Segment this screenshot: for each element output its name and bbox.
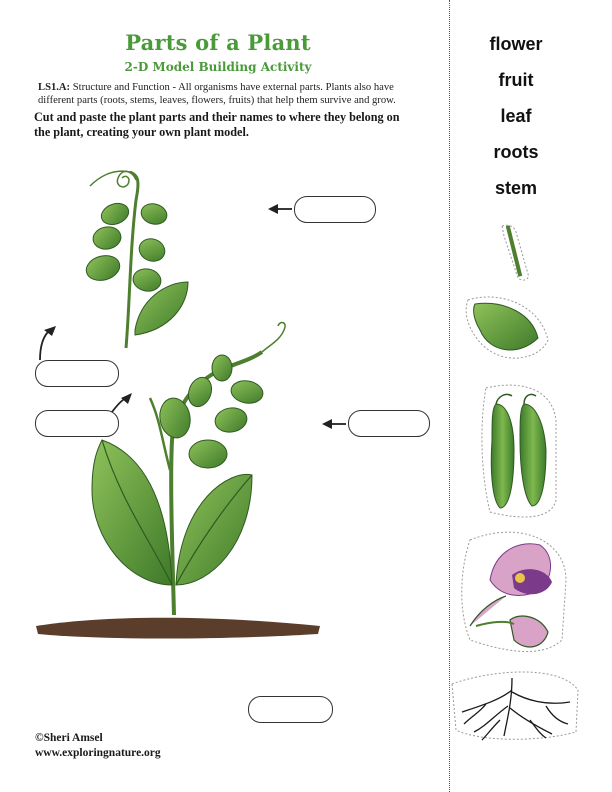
- word-card-roots[interactable]: roots: [493, 142, 539, 162]
- standard-code: LS1.A:: [38, 82, 71, 93]
- word-card-stem[interactable]: stem: [494, 178, 538, 198]
- cutout-flower[interactable]: [462, 532, 566, 651]
- soil-ground: [36, 618, 320, 639]
- cutout-roots[interactable]: [452, 672, 578, 740]
- cutout-fruit[interactable]: [482, 385, 556, 517]
- upper-branch-illustration: [83, 171, 188, 348]
- word-card-flower[interactable]: flower: [489, 34, 543, 54]
- website-link[interactable]: www.exploringnature.org: [35, 747, 161, 759]
- instructions: Cut and paste the plant parts and their names to where they belong on the plant, creating your own plant model.: [34, 110, 400, 139]
- cutout-leaf[interactable]: [466, 297, 548, 358]
- label-box-upper-leaves[interactable]: [294, 196, 376, 223]
- word-card-leaf[interactable]: leaf: [500, 106, 532, 126]
- page-title: Parts of a Plant: [125, 30, 311, 55]
- copyright-text: ©Sheri Amsel: [35, 732, 103, 744]
- label-box-left-upper[interactable]: [35, 360, 119, 387]
- label-box-right-stem[interactable]: [348, 410, 430, 437]
- main-plant-illustration: [92, 323, 285, 615]
- label-box-left-lower[interactable]: [35, 410, 119, 437]
- cutout-stem[interactable]: [502, 225, 528, 280]
- label-box-roots-area[interactable]: [248, 696, 333, 723]
- word-card-fruit[interactable]: fruit: [498, 70, 534, 90]
- page-subtitle: 2-D Model Building Activity: [124, 60, 312, 74]
- standard-text: Structure and Function - All organisms have external parts. Plants also have different parts (roots, stems, leaves, flowers, fruits) that help them survive and grow.: [38, 82, 396, 106]
